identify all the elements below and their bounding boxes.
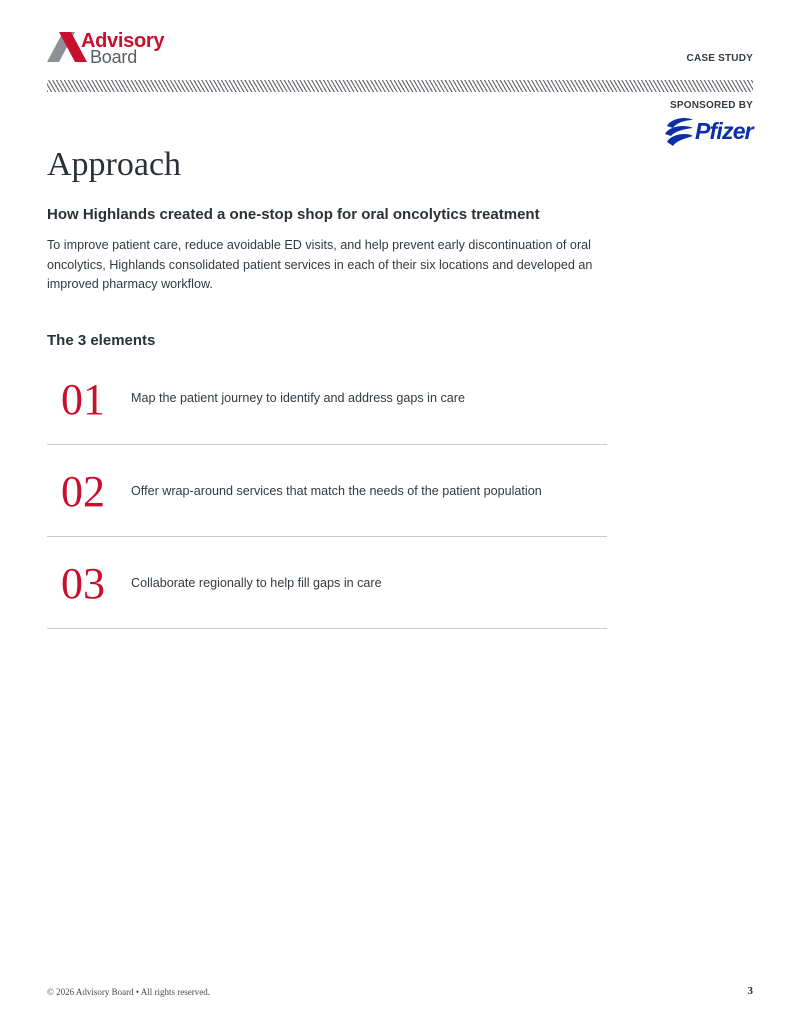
- element-description: Collaborate regionally to help fill gaps in care: [131, 576, 382, 590]
- page-number: 3: [747, 985, 753, 997]
- footer-copyright: © 2026 Advisory Board • All rights reserved.: [47, 987, 210, 997]
- element-number: 03: [61, 559, 105, 608]
- page-title: Approach: [47, 146, 182, 183]
- document-type-label: CASE STUDY: [686, 53, 753, 64]
- element-number: 02: [61, 467, 105, 516]
- sponsored-by-label: SPONSORED BY: [670, 100, 753, 111]
- element-row: [47, 536, 607, 629]
- element-description: Map the patient journey to identify and address gaps in care: [131, 391, 465, 405]
- pfizer-wordmark: Pfizer: [695, 118, 753, 144]
- element-number: 01: [61, 375, 105, 424]
- element-row: [47, 352, 607, 445]
- elements-heading: The 3 elements: [47, 332, 156, 349]
- header-divider: [47, 80, 753, 92]
- intro-paragraph: To improve patient care, reduce avoidable ED visits, and help prevent early discontinuation of oral oncolytics, Highlands consolidated patient services in each of their six locations and developed an improved pharmacy workflow.: [47, 238, 593, 291]
- logo-word-board: Board: [90, 47, 138, 67]
- element-description: Offer wrap-around services that match the needs of the patient population: [131, 484, 542, 498]
- pfizer-logo: [663, 114, 753, 154]
- element-row: [47, 444, 607, 537]
- section-subheading: How Highlands created a one-stop shop for oral oncolytics treatment: [47, 206, 540, 223]
- advisory-board-logo: [47, 30, 165, 67]
- pfizer-swirl-icon: [663, 116, 697, 150]
- logo-word-advisory: Advisory: [81, 30, 165, 52]
